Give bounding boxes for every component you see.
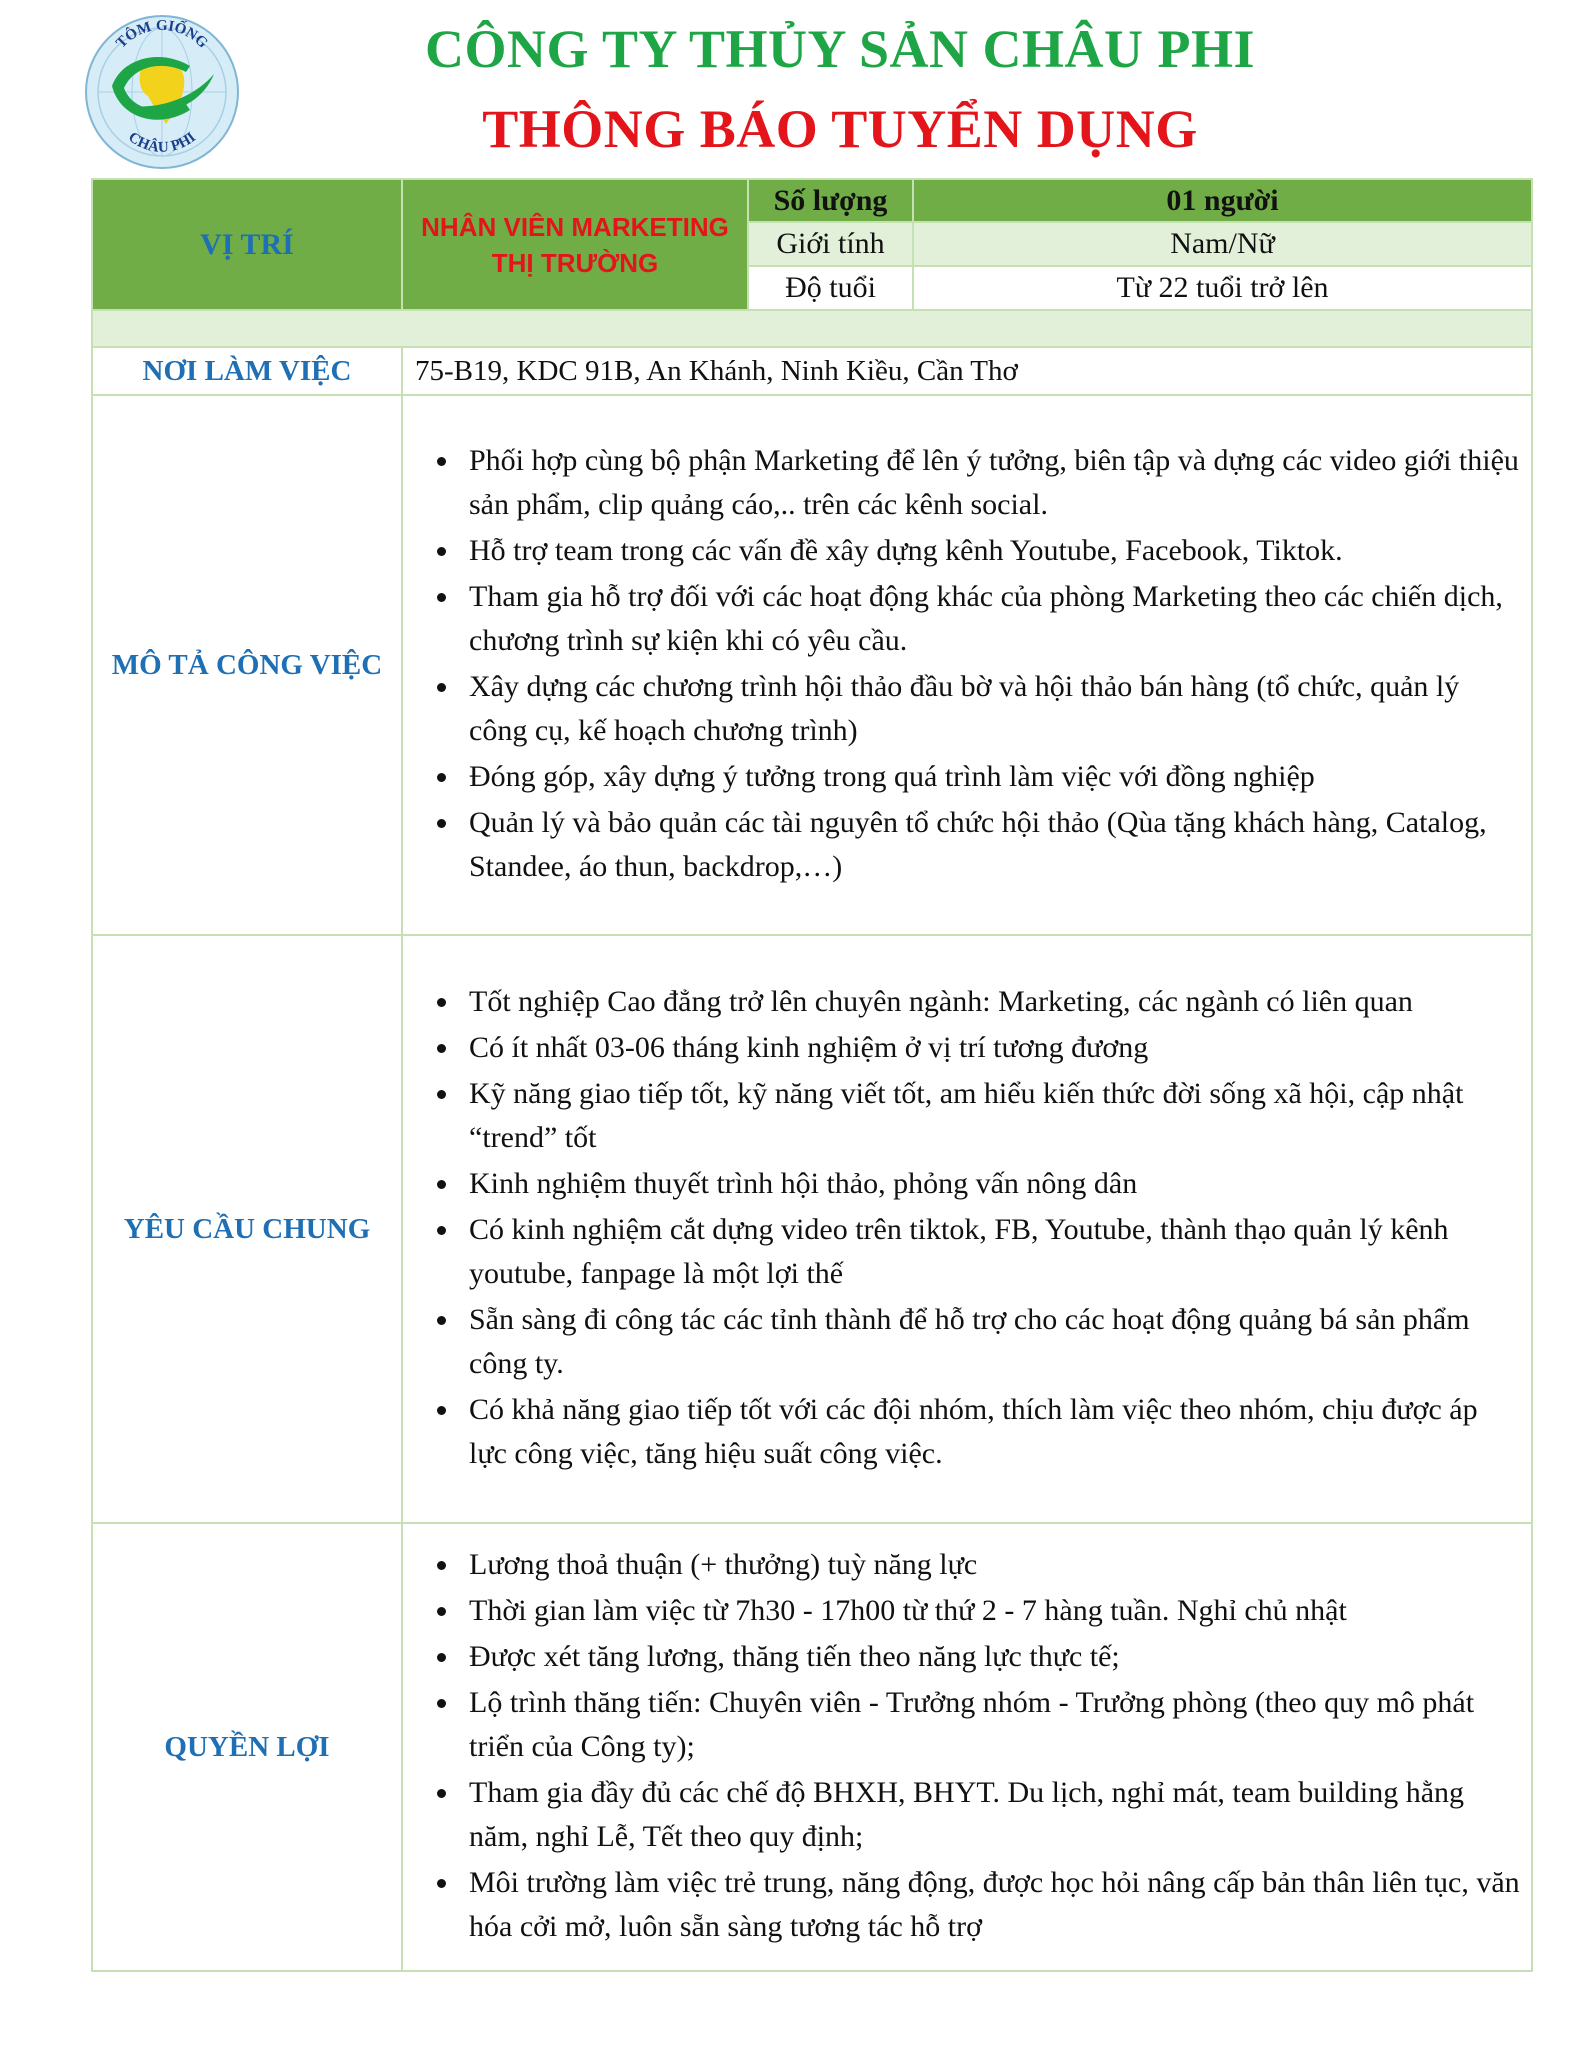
workplace-row (92, 347, 1532, 395)
list-item: Lương thoả thuận (+ thưởng) tuỳ năng lực (469, 1543, 1521, 1587)
workplace-label: NƠI LÀM VIỆC (92, 347, 402, 395)
description-label: MÔ TẢ CÔNG VIỆC (92, 395, 402, 935)
workplace-value: 75-B19, KDC 91B, An Khánh, Ninh Kiều, Cần Thơ (402, 347, 1532, 395)
description-row (92, 395, 1532, 935)
list-item: Xây dựng các chương trình hội thảo đầu bờ và hội thảo bán hàng (tổ chức, quản lý công cụ, kế hoạch chương trình) (469, 665, 1521, 753)
benefits-list (403, 1543, 1521, 1949)
list-item: Phối hợp cùng bộ phận Marketing để lên ý tưởng, biên tập và dựng các video giới thiệu sản phẩm, clip quảng cáo,.. trên các kênh social. (469, 439, 1521, 527)
position-title-line2: THỊ TRƯỜNG (491, 247, 659, 278)
list-item: Có ít nhất 03-06 tháng kinh nghiệm ở vị trí tương đương (469, 1026, 1521, 1070)
company-logo (82, 12, 242, 172)
list-item: Hỗ trợ team trong các vấn đề xây dựng kênh Youtube, Facebook, Tiktok. (469, 529, 1521, 573)
position-row (92, 179, 1532, 222)
list-item: Có khả năng giao tiếp tốt với các đội nhóm, thích làm việc theo nhóm, chịu được áp lực công việc, tăng hiệu suất công việc. (469, 1388, 1521, 1476)
quantity-value: 01 người (913, 179, 1532, 222)
requirements-row (92, 935, 1532, 1523)
quantity-label: Số lượng (748, 179, 913, 222)
position-label: VỊ TRÍ (92, 179, 402, 310)
position-title-line1: NHÂN VIÊN MARKETING (421, 211, 729, 242)
list-item: Quản lý và bảo quản các tài nguyên tổ chức hội thảo (Qùa tặng khách hàng, Catalog, Standee, áo thun, backdrop,…) (469, 801, 1521, 889)
company-name: CÔNG TY THỦY SẢN CHÂU PHI (424, 19, 1256, 79)
notice-title: THÔNG BÁO TUYỂN DỤNG (482, 99, 1198, 159)
list-item: Kỹ năng giao tiếp tốt, kỹ năng viết tốt, am hiểu kiến thức đời sống xã hội, cập nhật “trend” tốt (469, 1072, 1521, 1160)
job-table (91, 178, 1533, 1972)
list-item: Tốt nghiệp Cao đẳng trở lên chuyên ngành: Marketing, các ngành có liên quan (469, 980, 1521, 1024)
list-item: Môi trường làm việc trẻ trung, năng động, được học hỏi nâng cấp bản thân liên tục, văn hóa cởi mở, luôn sẵn sàng tương tác hỗ trợ (469, 1861, 1521, 1949)
list-item: Kinh nghiệm thuyết trình hội thảo, phỏng vấn nông dân (469, 1162, 1521, 1206)
list-item: Tham gia đầy đủ các chế độ BHXH, BHYT. Du lịch, nghỉ mát, team building hằng năm, nghỉ Lễ, Tết theo quy định; (469, 1771, 1521, 1859)
list-item: Đóng góp, xây dựng ý tưởng trong quá trình làm việc với đồng nghiệp (469, 755, 1521, 799)
logo-text-top: TÔM GIỐNG (113, 17, 211, 52)
list-item: Có kinh nghiệm cắt dựng video trên tiktok, FB, Youtube, thành thạo quản lý kênh youtube, fanpage là một lợi thế (469, 1208, 1521, 1296)
age-label: Độ tuổi (748, 266, 913, 310)
benefits-label: QUYỀN LỢI (92, 1523, 402, 1971)
list-item: Lộ trình thăng tiến: Chuyên viên - Trưởng nhóm - Trưởng phòng (theo quy mô phát triển của Công ty); (469, 1681, 1521, 1769)
requirements-list (403, 980, 1521, 1476)
age-value: Từ 22 tuổi trở lên (913, 266, 1532, 310)
benefits-row (92, 1523, 1532, 1971)
logo-text-bottom: CHÂU PHI (125, 129, 199, 156)
requirements-label: YÊU CẦU CHUNG (92, 935, 402, 1523)
position-title (402, 179, 748, 310)
gender-label: Giới tính (748, 222, 913, 266)
list-item: Tham gia hỗ trợ đối với các hoạt động khác của phòng Marketing theo các chiến dịch, chương trình sự kiện khi có yêu cầu. (469, 575, 1521, 663)
description-list (403, 439, 1521, 889)
spacer-row (92, 310, 1532, 347)
list-item: Thời gian làm việc từ 7h30 - 17h00 từ thứ 2 - 7 hàng tuần. Nghỉ chủ nhật (469, 1589, 1521, 1633)
list-item: Sẵn sàng đi công tác các tỉnh thành để hỗ trợ cho các hoạt động quảng bá sản phẩm công ty. (469, 1298, 1521, 1386)
list-item: Được xét tăng lương, thăng tiến theo năng lực thực tế; (469, 1635, 1521, 1679)
gender-value: Nam/Nữ (913, 222, 1532, 266)
